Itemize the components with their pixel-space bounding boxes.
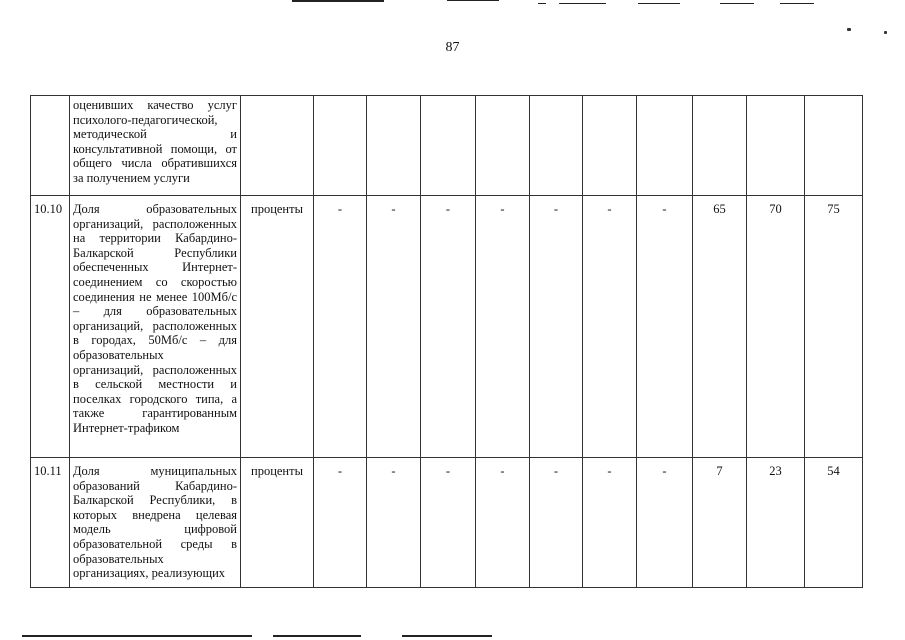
value-cell: -: [476, 196, 530, 458]
scan-artifact-line: [538, 3, 546, 4]
value-cell: -: [421, 458, 476, 588]
scan-artifact-line: [402, 635, 492, 637]
scan-artifact-speck: [884, 31, 887, 34]
unit-cell: проценты: [241, 196, 314, 458]
value-cell: -: [530, 458, 583, 588]
row-number: [31, 96, 70, 196]
value-cell: -: [583, 458, 637, 588]
value-cell: [367, 96, 421, 196]
value-cell: -: [583, 196, 637, 458]
value-cell: 23: [747, 458, 805, 588]
value-cell: [747, 96, 805, 196]
value-cell: -: [314, 458, 367, 588]
scan-artifact-line: [559, 3, 606, 4]
value-cell: [530, 96, 583, 196]
value-cell: [637, 96, 693, 196]
value-cell: [693, 96, 747, 196]
unit-cell: [241, 96, 314, 196]
value-cell: 75: [805, 196, 863, 458]
value-cell: [476, 96, 530, 196]
value-cell: [314, 96, 367, 196]
scan-artifact-speck: [847, 28, 851, 31]
scan-artifact-line: [22, 635, 252, 637]
row-number: 10.11: [31, 458, 70, 588]
table-row: [31, 196, 863, 458]
value-cell: 65: [693, 196, 747, 458]
scan-artifact-line: [780, 3, 814, 4]
value-cell: -: [367, 458, 421, 588]
table-row: [31, 96, 863, 196]
value-cell: [421, 96, 476, 196]
value-cell: -: [314, 196, 367, 458]
scan-artifact-line: [447, 0, 499, 1]
page-number: 87: [445, 40, 460, 55]
value-cell: 70: [747, 196, 805, 458]
indicator-description: оценивших качество услуг психолого-педагогической, методической и консультативной помощи, от общего числа обратившихся за получением услуги: [70, 96, 241, 196]
table-row: [31, 458, 863, 588]
value-cell: 54: [805, 458, 863, 588]
scan-artifact-line: [638, 3, 680, 4]
unit-cell: проценты: [241, 458, 314, 588]
value-cell: -: [421, 196, 476, 458]
value-cell: -: [637, 196, 693, 458]
scan-artifact-line: [273, 635, 361, 637]
value-cell: -: [637, 458, 693, 588]
indicator-description: Доля муниципальных образований Кабардино-Балкарской Республики, в которых внедрена целевая модель цифровой образовательной среды в образовательных организациях, реализующих: [70, 458, 241, 588]
value-cell: -: [367, 196, 421, 458]
row-number: 10.10: [31, 196, 70, 458]
scan-artifact-line: [292, 0, 384, 2]
indicators-table: [30, 95, 863, 588]
value-cell: -: [476, 458, 530, 588]
scan-artifact-line: [720, 3, 754, 4]
value-cell: [805, 96, 863, 196]
indicator-description: Доля образовательных организаций, расположенных на территории Кабардино-Балкарской Республики обеспеченных Интернет-соединением со скоростью соединения не менее 100Мб/с – для образовательных организаций, расположенных в городах, 50Мб/с – для образовательных организаций, расположенных в сельской местности и поселках городского типа, а также гарантированным Интернет-трафиком: [70, 196, 241, 458]
value-cell: [583, 96, 637, 196]
value-cell: -: [530, 196, 583, 458]
value-cell: 7: [693, 458, 747, 588]
